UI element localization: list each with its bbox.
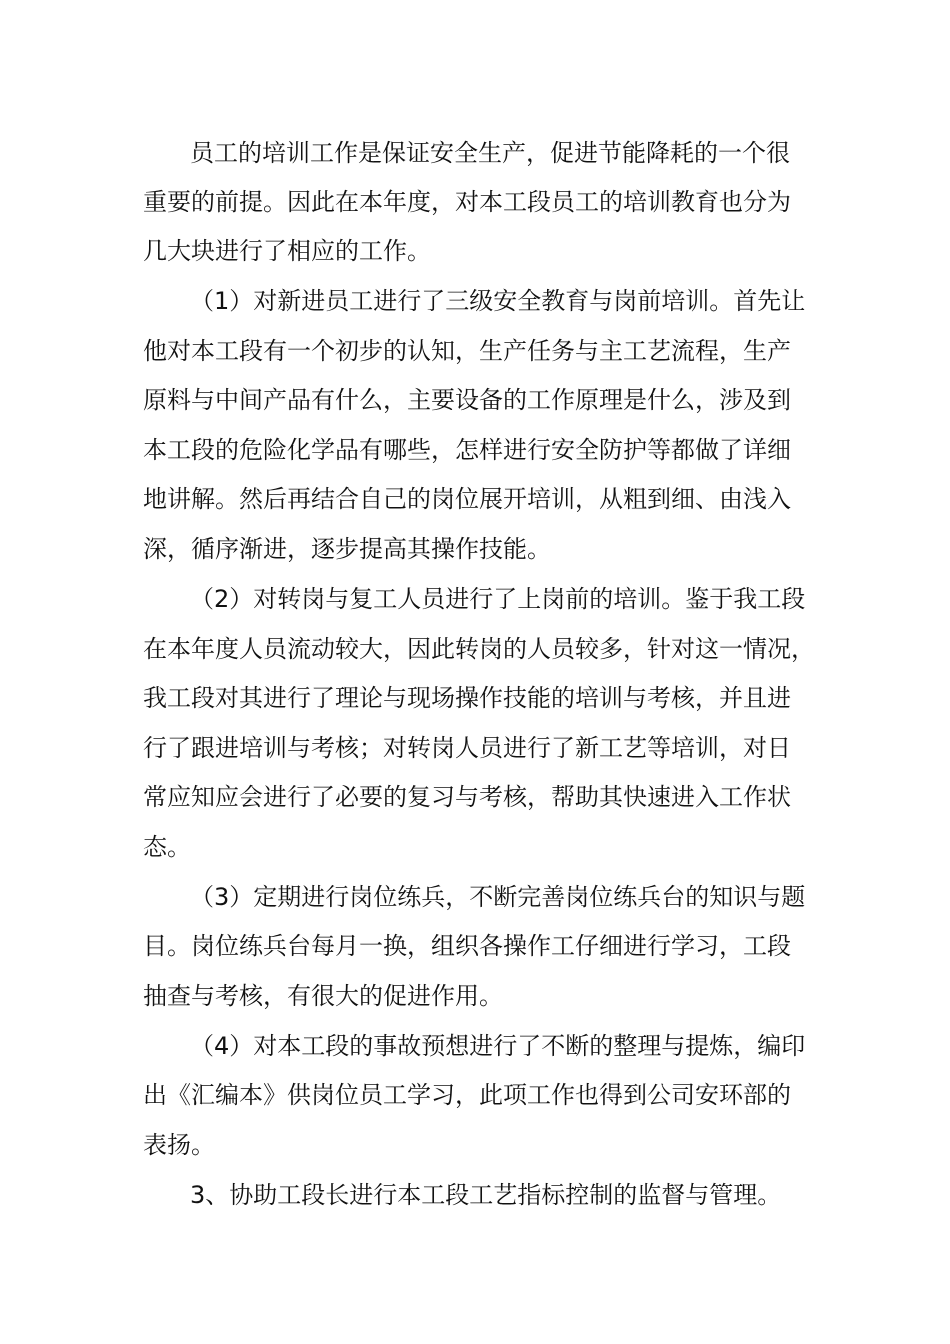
text-line: 本工段的危险化学品有哪些，怎样进行安全防护等都做了详细: [143, 436, 791, 464]
text-line: 地讲解。然后再结合自己的岗位展开培训，从粗到细、由浅入: [143, 485, 791, 513]
text-line: 我工段对其进行了理论与现场操作技能的培训与考核，并且进: [143, 684, 791, 712]
text-line: 员工的培训工作是保证安全生产，促进节能降耗的一个很: [190, 139, 790, 167]
text-line: （4）对本工段的事故预想进行了不断的整理与提炼，编印: [190, 1032, 806, 1060]
text-line: 深，循序渐进，逐步提高其操作技能。: [143, 535, 551, 563]
text-line: 3、协助工段长进行本工段工艺指标控制的监督与管理。: [190, 1181, 782, 1209]
text-line: 出《汇编本》供岗位员工学习，此项工作也得到公司安环部的: [143, 1081, 791, 1109]
text-line: 原料与中间产品有什么，主要设备的工作原理是什么，涉及到: [143, 386, 791, 414]
text-line: （2）对转岗与复工人员进行了上岗前的培训。鉴于我工段: [190, 585, 806, 613]
text-line: （1）对新进员工进行了三级安全教育与岗前培训。首先让: [190, 287, 806, 315]
text-line: 重要的前提。因此在本年度，对本工段员工的培训教育也分为: [143, 188, 791, 216]
text-line: 行了跟进培训与考核；对转岗人员进行了新工艺等培训，对日: [143, 734, 791, 762]
text-line: 几大块进行了相应的工作。: [143, 237, 431, 265]
text-line: 他对本工段有一个初步的认知，生产任务与主工艺流程，生产: [143, 337, 791, 365]
text-line: 抽查与考核，有很大的促进作用。: [143, 982, 503, 1010]
text-line: （3）定期进行岗位练兵，不断完善岗位练兵台的知识与题: [190, 883, 806, 911]
text-line: 目。岗位练兵台每月一换，组织各操作工仔细进行学习，工段: [143, 932, 791, 960]
text-line: 在本年度人员流动较大，因此转岗的人员较多，针对这一情况，: [143, 635, 815, 663]
text-line: 态。: [143, 833, 191, 861]
text-line: 常应知应会进行了必要的复习与考核，帮助其快速进入工作状: [143, 783, 791, 811]
text-line: 表扬。: [143, 1131, 215, 1159]
